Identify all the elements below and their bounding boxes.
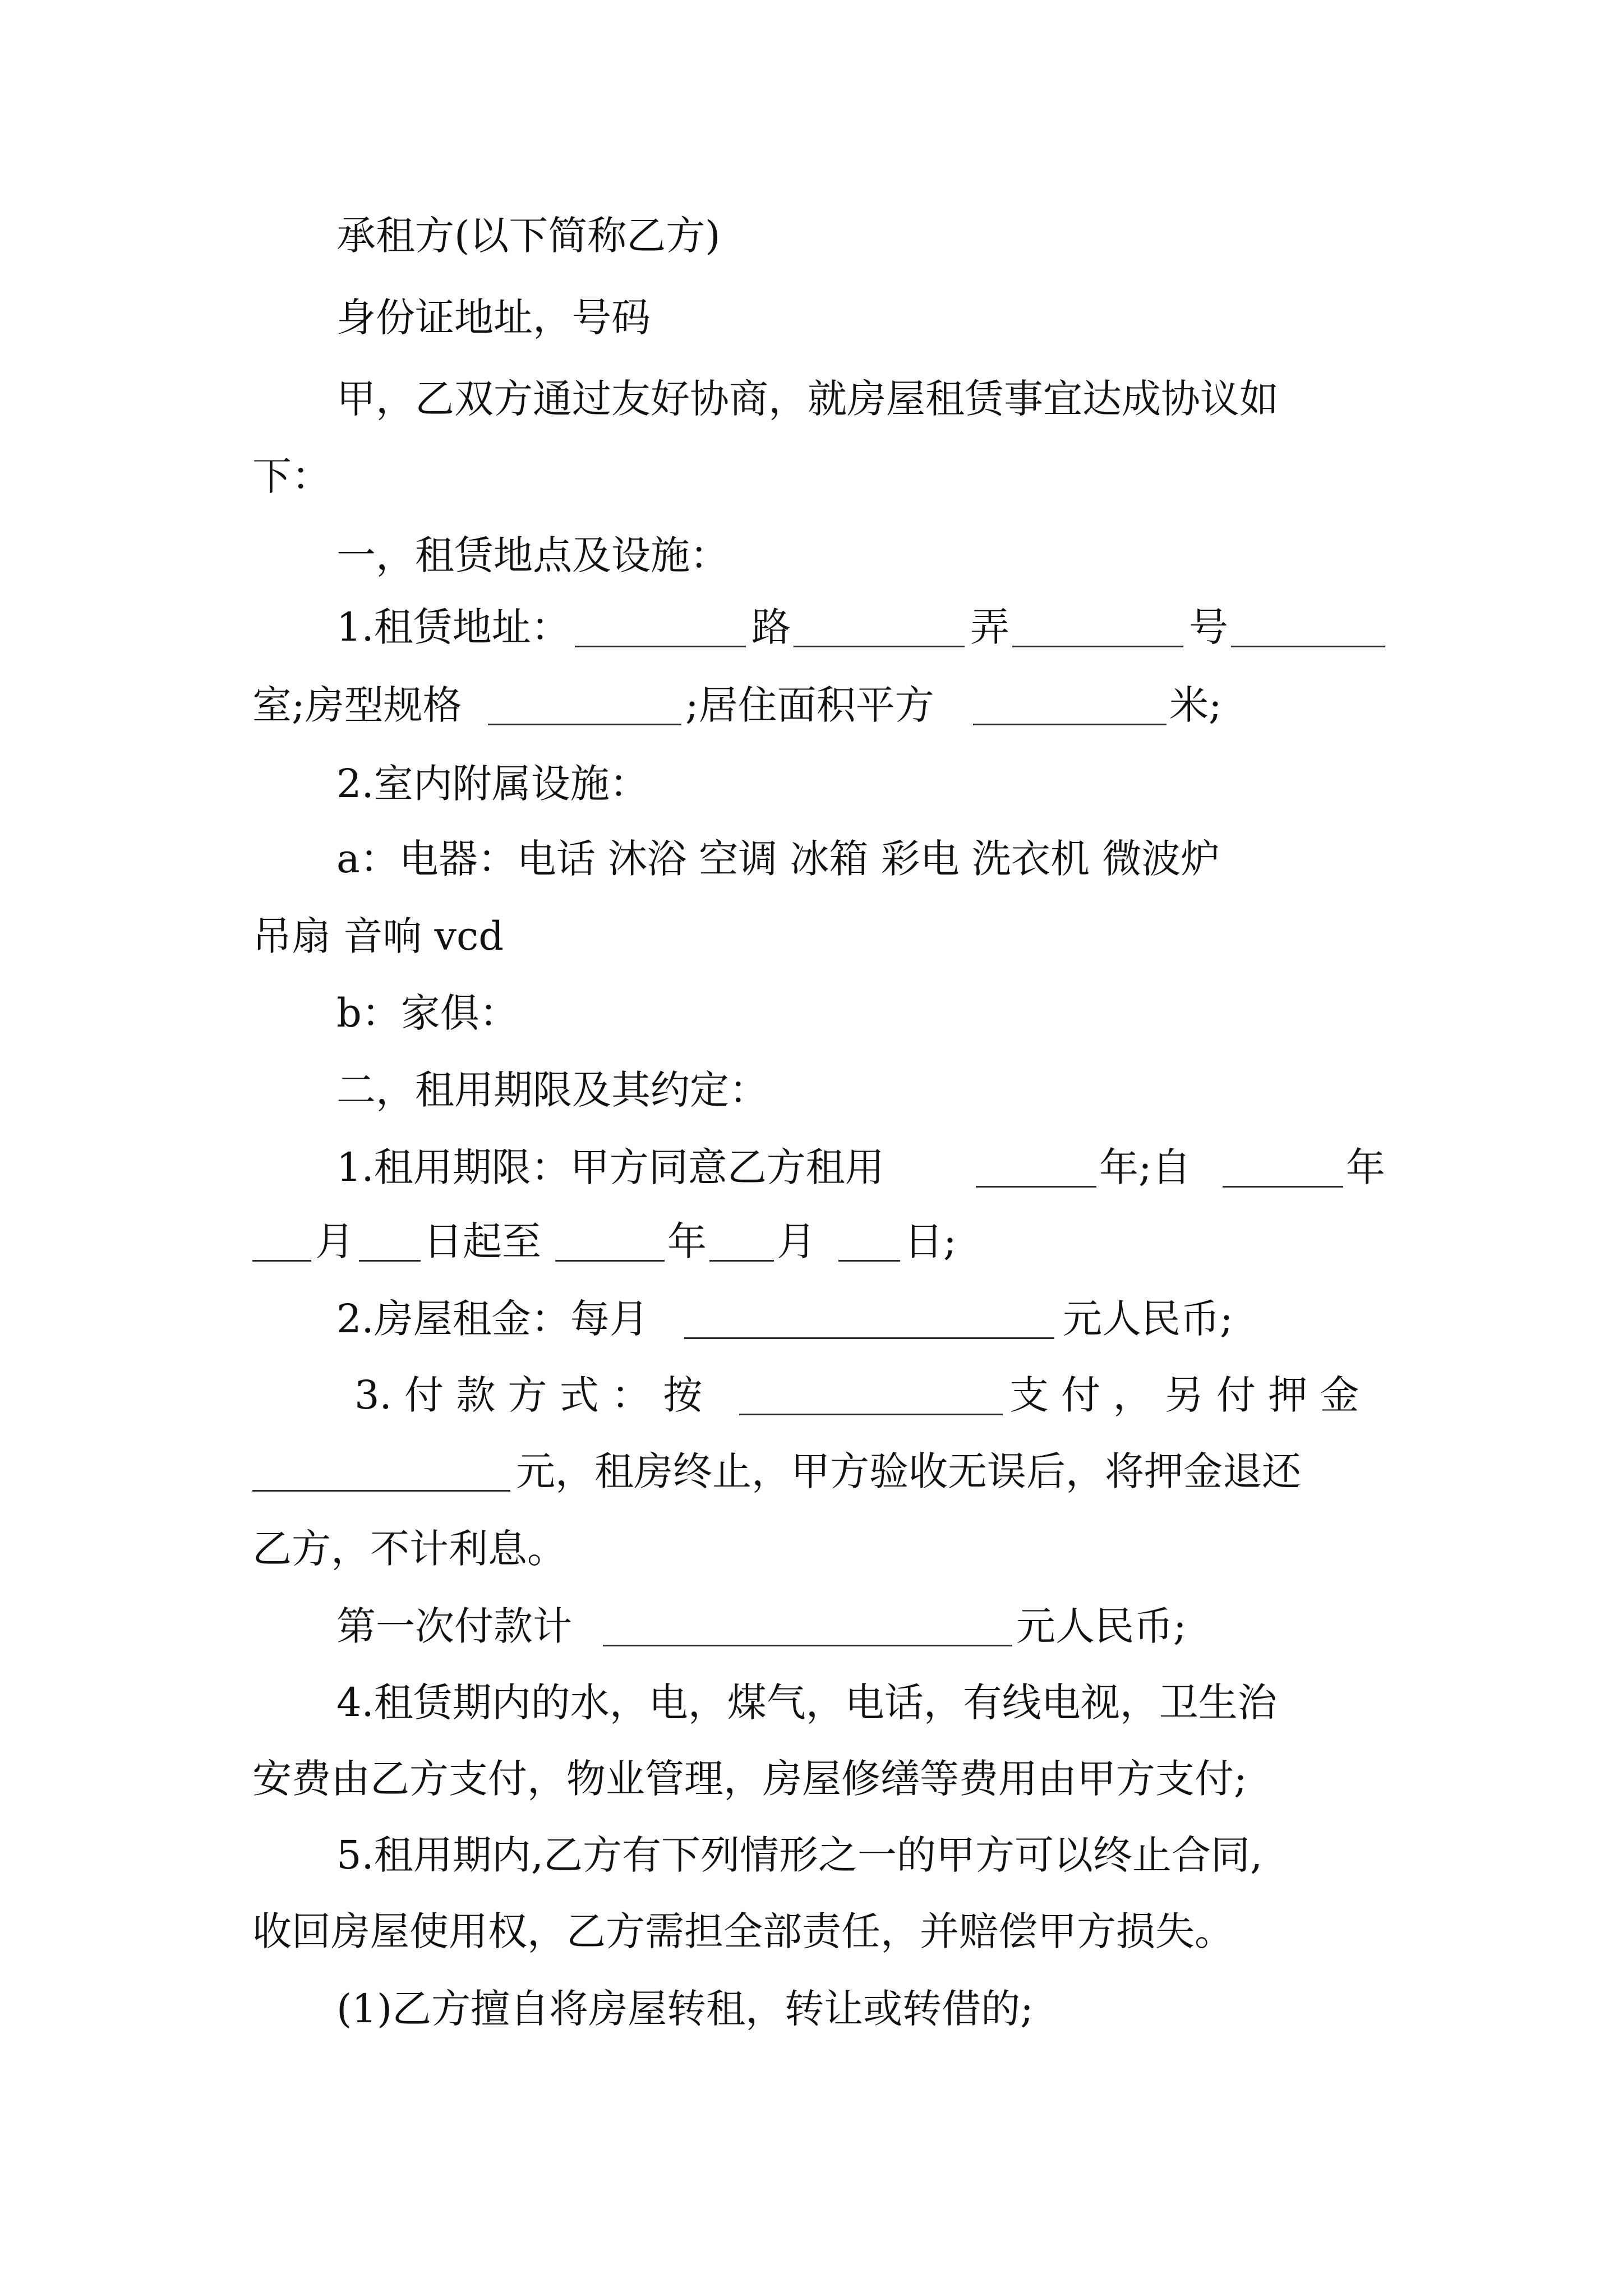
first-payment-line [0, 1603, 1623, 1674]
room-blank [1231, 646, 1385, 647]
text-run: 室;房型规格 [252, 682, 462, 728]
monthly-rent-line [0, 1296, 1623, 1366]
start-year-blank [1223, 1186, 1343, 1188]
agreement-intro-line-continued [0, 453, 1623, 524]
deposit-amount-blank [252, 1490, 510, 1492]
text-run: ;居住面积平方 [685, 682, 934, 728]
text-run: 元人民币; [1063, 1296, 1233, 1342]
rental-address-line [0, 604, 1623, 675]
text-run: b：家俱： [336, 990, 519, 1036]
text-run: 年 [1346, 1144, 1385, 1190]
first-payment-blank [603, 1645, 1012, 1646]
text-run: 收回房屋使用权，乙方需担全部责任，并赔偿甲方损失。 [252, 1908, 1234, 1954]
payment-method-line [0, 1372, 1623, 1443]
text-run: 号 [1189, 604, 1228, 650]
text-run: 年;自 [1099, 1144, 1191, 1190]
text-run: 1.租用期限：甲方同意乙方租用 [336, 1144, 884, 1190]
text-run: 承租方(以下简称乙方) [336, 213, 721, 259]
text-run: 月 [777, 1218, 816, 1264]
utilities-line [0, 1680, 1623, 1750]
text-run: 月 [315, 1218, 354, 1264]
text-run: 乙方，不计利息。 [252, 1526, 566, 1572]
text-run: 二，租用期限及其约定： [336, 1067, 768, 1113]
area-blank [973, 724, 1166, 725]
text-run: 1.租赁地址： [336, 604, 570, 650]
facilities-heading [0, 761, 1623, 831]
party-b-heading [0, 213, 1623, 283]
room-type-blank [488, 724, 681, 725]
end-day-blank [838, 1260, 900, 1262]
text-run: 元人民币; [1016, 1603, 1187, 1649]
text-run: 弄 [970, 604, 1009, 650]
text-run: 2.室内附属设施： [336, 761, 649, 807]
start-month-blank [252, 1260, 311, 1262]
text-run: 第一次付款计 [336, 1603, 572, 1649]
text-run: a：电器：电话 沐浴 空调 冰箱 彩电 洗衣机 微波炉 [336, 836, 1220, 882]
text-run: 年 [667, 1218, 707, 1264]
text-run: 2.房屋租金：每月 [336, 1296, 649, 1342]
text-run: 安费由乙方支付，物业管理，房屋修缮等费用由甲方支付; [252, 1756, 1247, 1802]
text-run: 4.租赁期内的水，电，煤气，电话，有线电视，卫生治 [336, 1680, 1277, 1726]
appliances-line [0, 836, 1623, 907]
text-run: 一，租赁地点及设施： [336, 532, 729, 578]
road-blank [575, 646, 746, 647]
text-run: 日起至 [423, 1218, 541, 1264]
start-day-blank [359, 1260, 421, 1262]
deposit-line [0, 1448, 1623, 1519]
years-blank [976, 1186, 1096, 1188]
text-run: 米; [1169, 682, 1222, 728]
end-year-blank [555, 1260, 665, 1262]
text-run: (1)乙方擅自将房屋转租，转让或转借的; [336, 1986, 1034, 2032]
lease-term-line [0, 1144, 1623, 1215]
furniture-line [0, 990, 1623, 1061]
agreement-intro-line [0, 376, 1623, 447]
payment-cycle-blank [739, 1414, 1003, 1415]
id-card-address-line [0, 295, 1623, 365]
text-run: 5.租用期内,乙方有下列情形之一的甲方可以终止合同, [336, 1832, 1263, 1878]
room-spec-line [0, 682, 1623, 753]
lease-dates-line [0, 1218, 1623, 1289]
text-run: 支 付 ， 另 付 押 金 [1009, 1372, 1359, 1418]
text-run: 身份证地址，号码 [336, 295, 651, 341]
section-heading-term [0, 1067, 1623, 1138]
lane-blank [794, 646, 965, 647]
number-blank [1012, 646, 1183, 647]
text-run: 元，租房终止，甲方验收无误后，将押金退还 [516, 1448, 1301, 1494]
section-heading-location [0, 532, 1623, 603]
end-month-blank [709, 1260, 774, 1262]
deposit-line-continued [0, 1526, 1623, 1596]
text-run: 下： [252, 453, 331, 499]
termination-clause-line [0, 1832, 1623, 1903]
text-run: 吊扇 音响 vcd [252, 913, 504, 959]
appliances-line-continued [0, 913, 1623, 984]
utilities-line-continued [0, 1756, 1623, 1826]
termination-clause-line-continued [0, 1908, 1623, 1979]
text-run: 甲，乙双方通过友好协商，就房屋租赁事宜达成协议如 [336, 376, 1279, 422]
text-run: 路 [751, 604, 791, 650]
text-run: 日; [904, 1218, 957, 1264]
rent-amount-blank [684, 1337, 1054, 1339]
text-run: 3. 付 款 方 式 ： 按 [354, 1372, 703, 1418]
termination-item-1 [0, 1986, 1623, 2056]
